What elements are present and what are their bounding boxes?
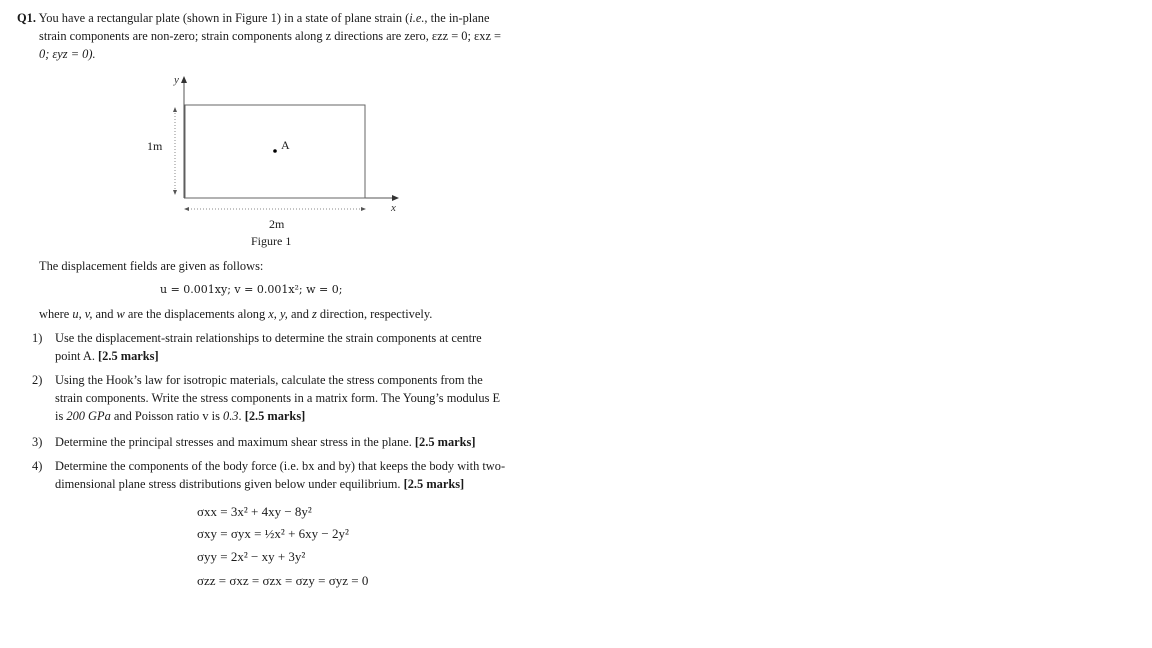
stress-equation-yy: σyy = 2x² − xy + 3y² [197, 549, 306, 564]
task-2-line3 [55, 407, 305, 425]
task-1-line2 [55, 347, 159, 365]
task-4-text: dimensional plane stress distributions given below under equilibrium. [55, 477, 404, 491]
task-3-line1 [55, 433, 476, 451]
task-1-text: point A. [55, 349, 99, 363]
x-axis-arrow [392, 195, 399, 201]
where-vars: u, v, [72, 307, 93, 321]
stress-equation-xy: σxy = σyx = ½x² + 6xy − 2y² [197, 526, 349, 541]
stress-equation-xx: σxx = 3x² + 4xy − 8y² [197, 504, 312, 519]
where-rest: are the displacements along [124, 307, 269, 321]
figure-1 [140, 66, 420, 256]
question-number: Q1. [17, 11, 36, 25]
point-a-label: A [281, 138, 290, 152]
task-3-text: Determine the principal stresses and maximum shear stress in the plane. [55, 435, 415, 449]
displacement-intro: The displacement fields are given as follows: [39, 259, 264, 273]
task-3-marks: [2.5 marks] [414, 435, 476, 449]
task-4-marks: [2.5 marks] [403, 477, 465, 491]
width-arrow-left [184, 207, 189, 211]
where-z: z [312, 307, 317, 321]
question-intro-line1 [17, 9, 489, 27]
task-1-number: 1) [32, 331, 43, 345]
where-end: direction, respectively. [316, 307, 433, 321]
task-4-line2 [55, 475, 464, 493]
width-arrow-right [361, 207, 366, 211]
stress-equation-zero: σzz = σxz = σzx = σzy = σyz = 0 [197, 573, 369, 588]
task-2-line1: Using the Hook’s law for isotropic materials, calculate the stress components from the [55, 373, 483, 387]
task-2-text-c: . [238, 409, 245, 423]
intro-text-b: , the in-plane [424, 11, 490, 25]
task-3-number: 3) [32, 435, 43, 449]
intro-text-a: You have a rectangular plate (shown in Figure 1) in a state of plane strain ( [38, 11, 410, 25]
task-2-text-b: and Poisson ratio v is [110, 409, 223, 423]
displacement-where [39, 305, 432, 323]
y-axis-label: y [174, 74, 179, 86]
y-axis-arrow [181, 76, 187, 83]
intro-ie: i.e. [409, 11, 425, 25]
task-2-text-a: is [55, 409, 67, 423]
question-intro-line2: strain components are non-zero; strain components along z directions are zero, εzz = 0; εxz = [39, 29, 502, 43]
task-4-line1: Determine the components of the body force (i.e. bx and by) that keeps the body with two- [55, 459, 506, 473]
task-2-marks: [2.5 marks] [244, 409, 306, 423]
task-2-poisson-value: 0.3 [223, 409, 239, 423]
figure-caption: Figure 1 [251, 234, 292, 248]
task-1-marks: [2.5 marks] [98, 349, 159, 363]
where-w: w [116, 307, 125, 321]
question-intro-line3: 0; εyz = 0). [39, 47, 96, 61]
height-arrow-bottom [173, 190, 177, 195]
where-mid: and [92, 307, 117, 321]
task-1-line1: Use the displacement-strain relationships to determine the strain components at centre [55, 331, 482, 345]
point-a-dot [273, 149, 277, 153]
task-2-line2: strain components. Write the stress components in a matrix form. The Young’s modulus E [55, 391, 501, 405]
where-and: and [287, 307, 312, 321]
width-label: 2m [269, 217, 285, 231]
task-2-youngs-value: 200 GPa [66, 409, 111, 423]
where-prefix: where [39, 307, 73, 321]
task-4-number: 4) [32, 459, 43, 473]
height-label: 1m [147, 139, 163, 153]
x-axis-label: x [391, 202, 396, 214]
where-axes: x, y, [268, 307, 288, 321]
displacement-equations: u = 0.001xy; v = 0.001x²; w = 0; [160, 283, 343, 296]
task-2-number: 2) [32, 373, 43, 387]
height-arrow-top [173, 107, 177, 112]
